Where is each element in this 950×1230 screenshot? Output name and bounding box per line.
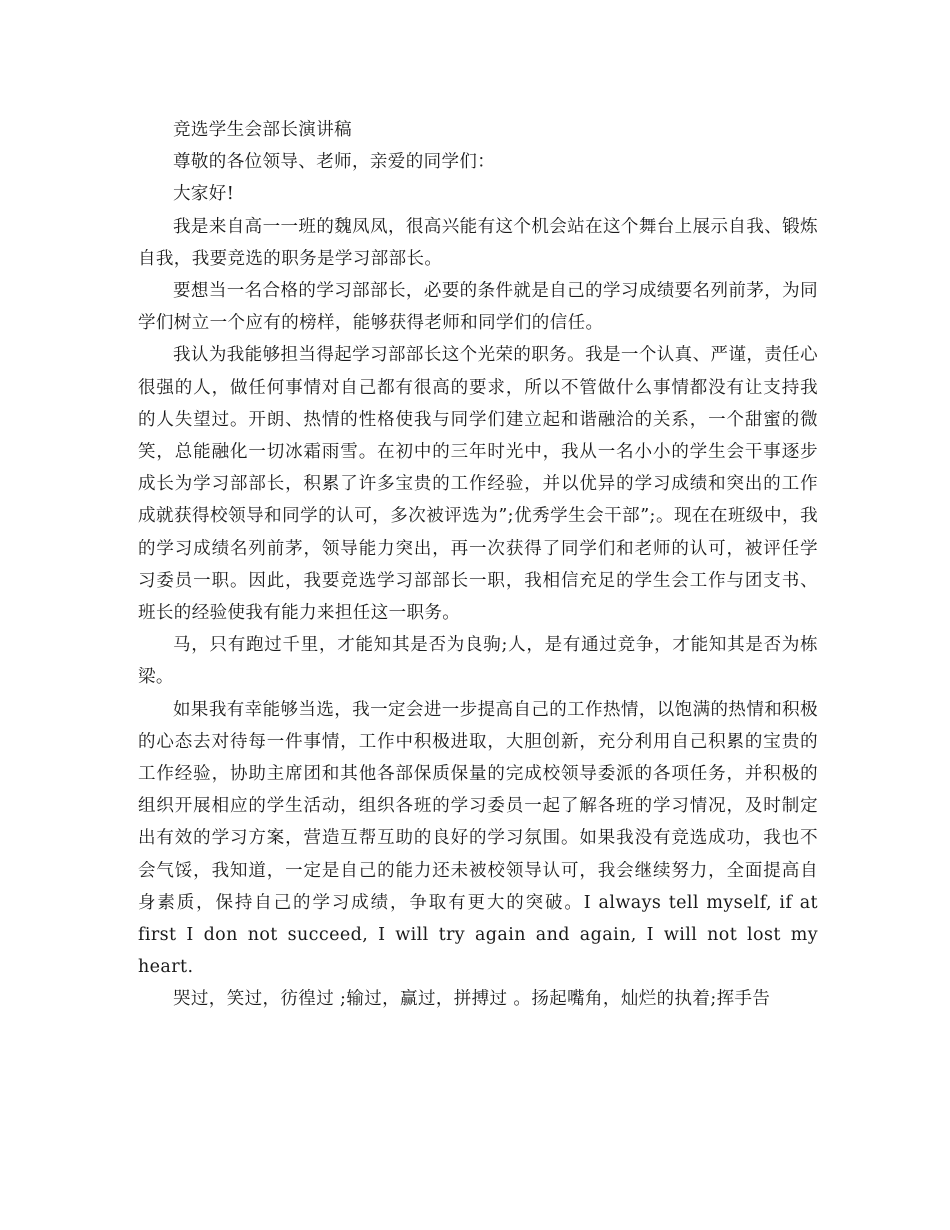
paragraph-commitment: 如果我有幸能够当选，我一定会进一步提高自己的工作热情，以饱满的热情和积极的心态去对待每一件事情，工作中积极进取，大胆创新，充分利用自己积累的宝贵的工作经验，协助主席团和其他各部保质保量的完成校领导委派的各项任务，并积极的组织开展相应的学生活动，组织各班的学习委员一起了解各班的学习情况，及时制定出有效的学习方案，营造互帮互助的良好的学习氛围。如果我没有竞选成功，我也不会气馁，我知道，一定是自己的能力还未被校领导认可，我会继续努力，全面提高自身素质，保持自己的学习成绩，争取有更大的突破。I always tell myself, if at first I don not succeed, I will try again and again, I will not lost my heart. — [138, 699, 818, 978]
paragraph-requirements: 要想当一名合格的学习部部长，必要的条件就是自己的学习成绩要名列前茅，为同学们树立一个应有的榜样，能够获得老师和同学们的信任。 — [138, 281, 818, 334]
document-title: 竞选学生会部长演讲稿 — [173, 120, 352, 140]
paragraph-introduction: 我是来自高一一班的魏凤凤，很高兴能有这个机会站在这个舞台上展示自我、锻炼自我，我要竞选的职务是学习部部长。 — [138, 216, 818, 269]
document-body — [138, 114, 818, 1016]
paragraph-qualifications: 我认为我能够担当得起学习部部长这个光荣的职务。我是一个认真、严谨，责任心很强的人，做任何事情对自己都有很高的要求，所以不管做什么事情都没有让支持我的人失望过。开朗、热情的性格使我与同学们建立起和谐融洽的关系，一个甜蜜的微笑，总能融化一切冰霜雨雪。在初中的三年时光中，我从一名小小的学生会干事逐步成长为学习部部长，积累了许多宝贵的工作经验，并以优异的学习成绩和突出的工作成就获得校领导和同学的认可，多次被评选为”;优秀学生会干部”;。现在在班级中，我的学习成绩名列前茅，领导能力突出，再一次获得了同学们和老师的认可，被评任学习委员一职。因此，我要竞选学习部部长一职，我相信充足的学生会工作与团支书、班长的经验使我有能力来担任这一职务。 — [138, 345, 818, 624]
paragraph-metaphor: 马，只有跑过千里，才能知其是否为良驹;人，是有通过竞争，才能知其是否为栋梁。 — [138, 635, 818, 688]
greeting: 大家好! — [173, 184, 235, 205]
salutation: 尊敬的各位领导、老师，亲爱的同学们： — [173, 152, 496, 173]
paragraph-closing: 哭过，笑过，彷徨过 ;输过，赢过，拼搏过 。扬起嘴角，灿烂的执着;挥手告 — [173, 989, 771, 1010]
